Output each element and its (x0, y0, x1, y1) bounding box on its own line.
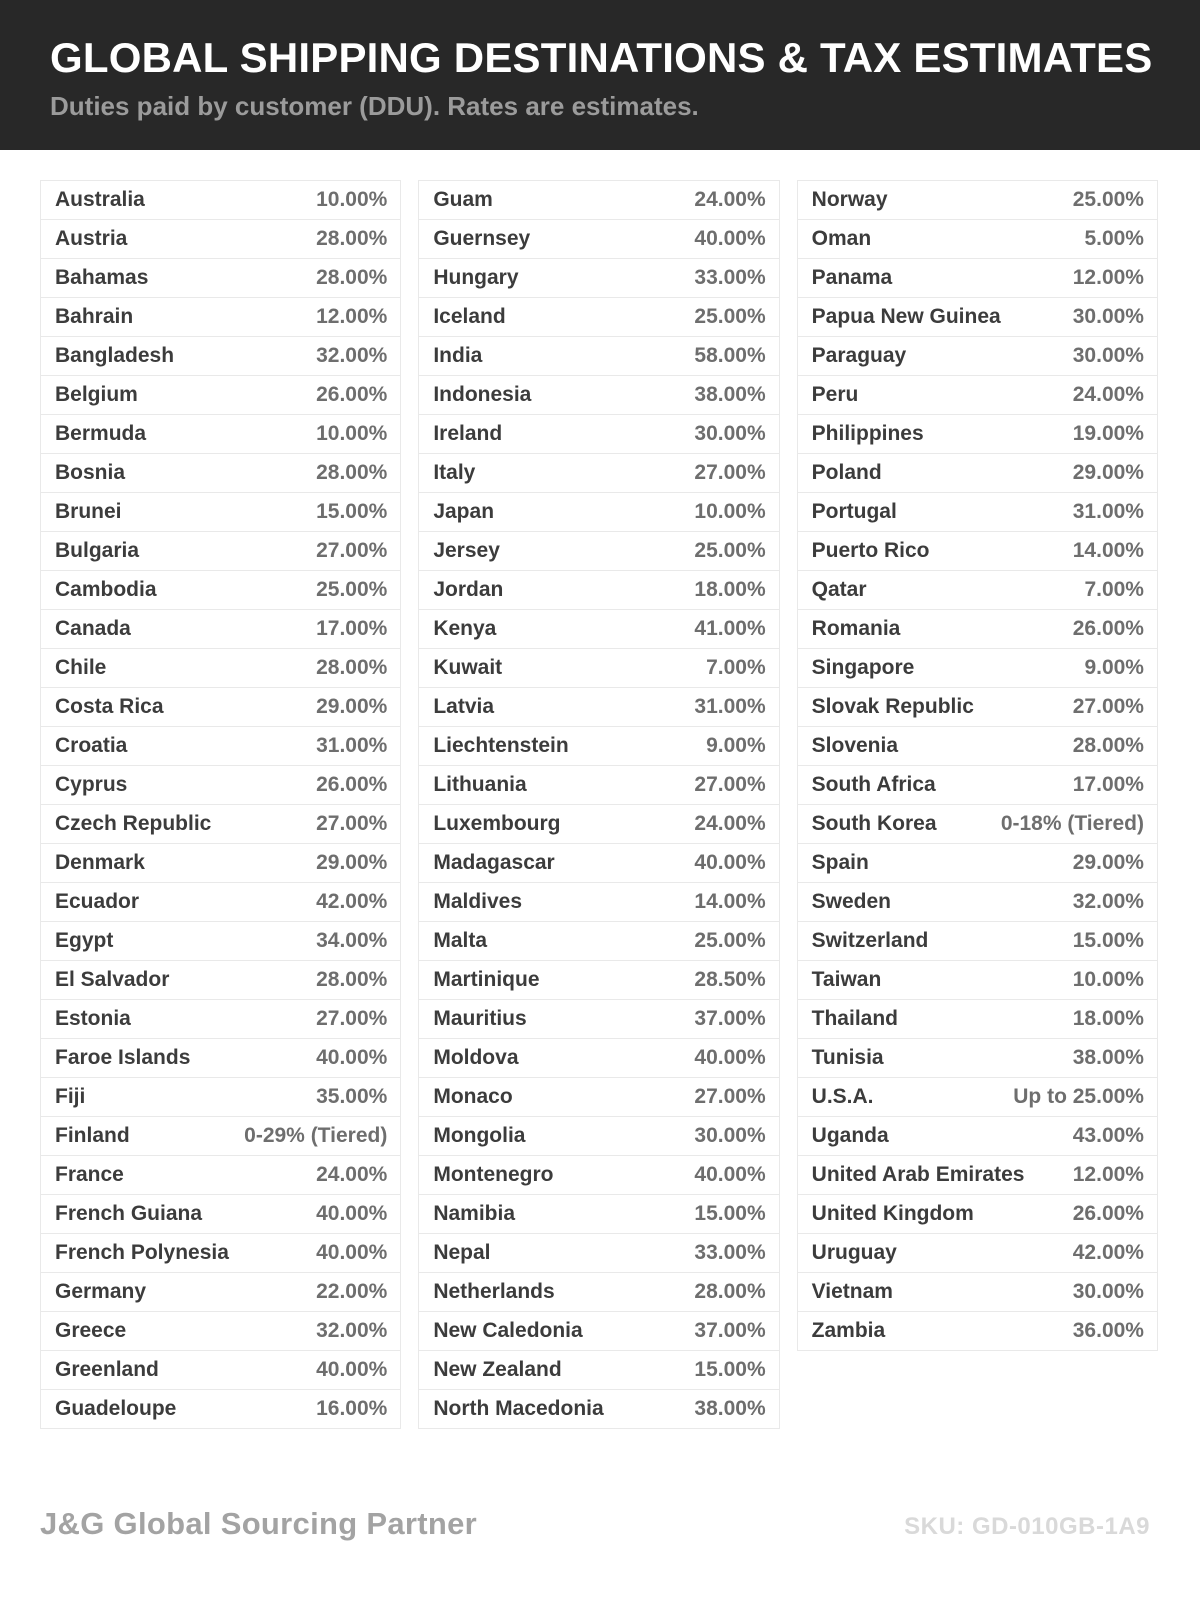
tax-rate: 15.00% (1072, 929, 1144, 952)
country-name: Norway (811, 188, 888, 211)
country-name: Switzerland (811, 929, 929, 952)
tax-rate: 12.00% (316, 305, 388, 328)
table-row (418, 375, 779, 415)
tax-rate: 37.00% (694, 1007, 766, 1030)
tax-rate: 15.00% (694, 1358, 766, 1381)
table-row (40, 180, 401, 220)
country-name: Italy (433, 461, 476, 484)
page-footer (40, 1506, 1150, 1542)
tax-rate: 18.00% (1072, 1007, 1144, 1030)
tax-rate: 25.00% (1072, 188, 1144, 211)
country-name: Hungary (433, 266, 519, 289)
table-row (797, 1116, 1158, 1156)
tax-rate: 58.00% (694, 344, 766, 367)
country-name: Philippines (811, 422, 924, 445)
table-row (418, 453, 779, 493)
country-name: French Polynesia (55, 1241, 229, 1264)
tax-rate: Up to 25.00% (1013, 1085, 1144, 1108)
tax-rate: 12.00% (1072, 1163, 1144, 1186)
table-row (797, 921, 1158, 961)
country-name: Guernsey (433, 227, 531, 250)
table-row (797, 648, 1158, 688)
table-row (418, 336, 779, 376)
table-row (40, 609, 401, 649)
tax-rate: 28.00% (316, 656, 388, 679)
country-name: Qatar (811, 578, 867, 601)
country-name: Spain (811, 851, 869, 874)
table-column-1 (40, 180, 401, 1428)
table-row (418, 999, 779, 1039)
tax-rate: 12.00% (1072, 266, 1144, 289)
country-name: Japan (433, 500, 495, 523)
country-name: Malta (433, 929, 488, 952)
country-name: Lithuania (433, 773, 527, 796)
tax-rate: 28.00% (694, 1280, 766, 1303)
table-row (418, 687, 779, 727)
country-name: Guam (433, 188, 493, 211)
table-row (418, 492, 779, 532)
table-row (40, 375, 401, 415)
tax-rate: 40.00% (694, 227, 766, 250)
country-name: Cambodia (55, 578, 157, 601)
country-name: Canada (55, 617, 131, 640)
table-row (418, 648, 779, 688)
tax-rate: 40.00% (316, 1046, 388, 1069)
table-row (418, 726, 779, 766)
table-row (418, 921, 779, 961)
tax-rate: 25.00% (694, 929, 766, 952)
tax-rate: 40.00% (316, 1358, 388, 1381)
tax-rate: 0-29% (Tiered) (244, 1124, 388, 1147)
country-name: Sweden (811, 890, 892, 913)
table-row (40, 1116, 401, 1156)
table-row (797, 1233, 1158, 1273)
tax-rate: 24.00% (694, 188, 766, 211)
country-name: Thailand (811, 1007, 898, 1030)
country-name: Romania (811, 617, 901, 640)
tax-rate: 10.00% (1072, 968, 1144, 991)
tax-rate: 26.00% (316, 383, 388, 406)
table-row (40, 453, 401, 493)
country-name: Singapore (811, 656, 915, 679)
tax-rate: 27.00% (1072, 695, 1144, 718)
table-row (418, 765, 779, 805)
country-name: Bangladesh (55, 344, 175, 367)
tax-rate: 0-18% (Tiered) (1000, 812, 1144, 835)
table-row (40, 414, 401, 454)
tax-rate: 40.00% (694, 1046, 766, 1069)
country-name: Ireland (433, 422, 503, 445)
tax-rate: 15.00% (694, 1202, 766, 1225)
tax-rate: 14.00% (1072, 539, 1144, 562)
tax-rate: 29.00% (316, 851, 388, 874)
country-name: Mongolia (433, 1124, 526, 1147)
table-row (40, 1389, 401, 1429)
table-row (418, 1194, 779, 1234)
country-name: French Guiana (55, 1202, 203, 1225)
tax-rate: 36.00% (1072, 1319, 1144, 1342)
tax-rate: 32.00% (316, 344, 388, 367)
table-row (418, 414, 779, 454)
table-row (797, 843, 1158, 883)
tax-rate: 27.00% (694, 1085, 766, 1108)
country-name: New Caledonia (433, 1319, 583, 1342)
tax-rate: 19.00% (1072, 422, 1144, 445)
tax-rate: 25.00% (694, 539, 766, 562)
table-row (40, 531, 401, 571)
tax-rate: 43.00% (1072, 1124, 1144, 1147)
country-name: Vietnam (811, 1280, 893, 1303)
table-row (40, 1350, 401, 1390)
tax-rate: 30.00% (1072, 305, 1144, 328)
tax-rate: 30.00% (1072, 344, 1144, 367)
table-row (418, 258, 779, 298)
tax-rate-tables (40, 180, 1158, 1428)
country-name: North Macedonia (433, 1397, 604, 1420)
table-row (40, 687, 401, 727)
table-row (40, 726, 401, 766)
table-row (797, 453, 1158, 493)
table-row (418, 609, 779, 649)
brand-name: J&G Global Sourcing Partner (40, 1506, 478, 1541)
country-name: Mauritius (433, 1007, 527, 1030)
page-title: GLOBAL SHIPPING DESTINATIONS & TAX ESTIMATES (50, 34, 1153, 81)
table-row (797, 1077, 1158, 1117)
tax-rate: 28.00% (316, 461, 388, 484)
tax-rate: 17.00% (1072, 773, 1144, 796)
country-name: France (55, 1163, 124, 1186)
country-name: Denmark (55, 851, 145, 874)
table-row (418, 180, 779, 220)
country-name: Oman (811, 227, 872, 250)
country-name: Bahamas (55, 266, 149, 289)
table-row (40, 999, 401, 1039)
table-row (797, 258, 1158, 298)
country-name: Peru (811, 383, 859, 406)
tax-rate: 29.00% (1072, 461, 1144, 484)
tax-rate: 33.00% (694, 266, 766, 289)
tax-rate: 17.00% (316, 617, 388, 640)
country-name: South Korea (811, 812, 937, 835)
tax-rate: 7.00% (706, 656, 766, 679)
country-name: Slovenia (811, 734, 899, 757)
country-name: Montenegro (433, 1163, 554, 1186)
table-row (797, 570, 1158, 610)
tax-rate: 14.00% (694, 890, 766, 913)
tax-rate: 10.00% (316, 188, 388, 211)
table-row (40, 960, 401, 1000)
tax-rate: 10.00% (694, 500, 766, 523)
tax-rate: 27.00% (316, 812, 388, 835)
tax-rate: 42.00% (1072, 1241, 1144, 1264)
country-name: Bulgaria (55, 539, 140, 562)
table-row (418, 1272, 779, 1312)
country-name: Austria (55, 227, 128, 250)
tax-rate: 5.00% (1084, 227, 1144, 250)
table-row (418, 1077, 779, 1117)
tax-rate: 31.00% (1072, 500, 1144, 523)
table-row (797, 1194, 1158, 1234)
country-name: United Arab Emirates (811, 1163, 1025, 1186)
table-row (40, 1272, 401, 1312)
country-name: Guadeloupe (55, 1397, 177, 1420)
country-name: Namibia (433, 1202, 516, 1225)
table-row (40, 336, 401, 376)
country-name: Portugal (811, 500, 897, 523)
tax-rate: 15.00% (316, 500, 388, 523)
table-row (797, 180, 1158, 220)
tax-rate: 40.00% (316, 1202, 388, 1225)
sku-label: SKU: GD-010GB-1A9 (904, 1513, 1150, 1540)
country-name: Czech Republic (55, 812, 212, 835)
country-name: Iceland (433, 305, 506, 328)
country-name: Jordan (433, 578, 504, 601)
tax-rate: 24.00% (694, 812, 766, 835)
country-name: South Africa (811, 773, 936, 796)
tax-rate: 38.00% (694, 383, 766, 406)
tax-rate: 26.00% (316, 773, 388, 796)
table-row (418, 804, 779, 844)
country-name: Bermuda (55, 422, 147, 445)
table-row (797, 999, 1158, 1039)
tax-rate: 26.00% (1072, 617, 1144, 640)
country-name: India (433, 344, 483, 367)
table-row (797, 609, 1158, 649)
tax-rate: 28.50% (694, 968, 766, 991)
country-name: Greenland (55, 1358, 159, 1381)
country-name: Paraguay (811, 344, 907, 367)
table-row (797, 492, 1158, 532)
table-row (40, 804, 401, 844)
country-name: Nepal (433, 1241, 491, 1264)
tax-rate: 7.00% (1084, 578, 1144, 601)
country-name: Kenya (433, 617, 497, 640)
country-name: Fiji (55, 1085, 86, 1108)
tax-rate: 38.00% (694, 1397, 766, 1420)
table-row (40, 219, 401, 259)
tax-rate: 24.00% (316, 1163, 388, 1186)
table-row (40, 1038, 401, 1078)
tax-rate: 40.00% (316, 1241, 388, 1264)
tax-rate: 29.00% (316, 695, 388, 718)
tax-rate: 40.00% (694, 1163, 766, 1186)
table-row (418, 960, 779, 1000)
table-row (40, 648, 401, 688)
table-column-2 (418, 180, 779, 1428)
tax-rate: 38.00% (1072, 1046, 1144, 1069)
tax-rate: 27.00% (694, 461, 766, 484)
table-row (797, 531, 1158, 571)
table-row (418, 1116, 779, 1156)
table-row (418, 1155, 779, 1195)
table-row (418, 1311, 779, 1351)
country-name: Bosnia (55, 461, 126, 484)
tax-rate: 41.00% (694, 617, 766, 640)
table-row (797, 765, 1158, 805)
country-name: Cyprus (55, 773, 128, 796)
country-name: El Salvador (55, 968, 170, 991)
table-row (797, 1155, 1158, 1195)
table-row (40, 570, 401, 610)
country-name: Ecuador (55, 890, 140, 913)
country-name: Taiwan (811, 968, 882, 991)
tax-rate: 28.00% (316, 227, 388, 250)
tax-rate: 37.00% (694, 1319, 766, 1342)
tax-rate: 26.00% (1072, 1202, 1144, 1225)
country-name: Jersey (433, 539, 500, 562)
tax-rate: 16.00% (316, 1397, 388, 1420)
country-name: Australia (55, 188, 145, 211)
tax-rate: 10.00% (316, 422, 388, 445)
country-name: Zambia (811, 1319, 886, 1342)
table-row (797, 297, 1158, 337)
tax-rate: 18.00% (694, 578, 766, 601)
tax-rate: 33.00% (694, 1241, 766, 1264)
country-name: Estonia (55, 1007, 131, 1030)
table-row (418, 297, 779, 337)
tax-rate: 35.00% (316, 1085, 388, 1108)
country-name: Papua New Guinea (811, 305, 1001, 328)
country-name: U.S.A. (811, 1085, 874, 1108)
country-name: Greece (55, 1319, 127, 1342)
page-header (0, 0, 1200, 150)
table-row (418, 1038, 779, 1078)
table-row (797, 219, 1158, 259)
table-column-3 (797, 180, 1158, 1350)
table-row (40, 921, 401, 961)
table-row (40, 258, 401, 298)
country-name: Maldives (433, 890, 523, 913)
tax-rate: 27.00% (316, 1007, 388, 1030)
table-row (797, 726, 1158, 766)
table-row (797, 1311, 1158, 1351)
country-name: Latvia (433, 695, 495, 718)
tax-rate: 32.00% (1072, 890, 1144, 913)
tax-rate: 40.00% (694, 851, 766, 874)
table-row (40, 882, 401, 922)
tax-rate: 27.00% (316, 539, 388, 562)
table-row (418, 1233, 779, 1273)
table-row (797, 336, 1158, 376)
table-row (40, 492, 401, 532)
country-name: Finland (55, 1124, 130, 1147)
country-name: Uganda (811, 1124, 889, 1147)
country-name: Poland (811, 461, 882, 484)
country-name: Kuwait (433, 656, 503, 679)
table-row (418, 1350, 779, 1390)
table-row (40, 843, 401, 883)
table-row (40, 1233, 401, 1273)
table-row (40, 765, 401, 805)
tax-rate: 31.00% (316, 734, 388, 757)
country-name: Faroe Islands (55, 1046, 191, 1069)
table-row (797, 1038, 1158, 1078)
table-row (418, 882, 779, 922)
table-row (797, 804, 1158, 844)
country-name: United Kingdom (811, 1202, 974, 1225)
table-row (797, 960, 1158, 1000)
country-name: Tunisia (811, 1046, 884, 1069)
table-row (797, 414, 1158, 454)
table-row (418, 843, 779, 883)
country-name: Croatia (55, 734, 128, 757)
tax-rate: 31.00% (694, 695, 766, 718)
table-row (40, 297, 401, 337)
table-row (418, 219, 779, 259)
country-name: Monaco (433, 1085, 513, 1108)
tax-rate: 30.00% (1072, 1280, 1144, 1303)
country-name: Netherlands (433, 1280, 555, 1303)
tax-rate: 25.00% (694, 305, 766, 328)
country-name: Indonesia (433, 383, 532, 406)
tax-rate: 30.00% (694, 1124, 766, 1147)
country-name: Belgium (55, 383, 138, 406)
tax-rate: 22.00% (316, 1280, 388, 1303)
table-row (40, 1311, 401, 1351)
table-row (418, 531, 779, 571)
table-row (418, 570, 779, 610)
tax-rate: 27.00% (694, 773, 766, 796)
country-name: Panama (811, 266, 893, 289)
tax-rate: 28.00% (316, 266, 388, 289)
page-subtitle: Duties paid by customer (DDU). Rates are estimates. (50, 91, 699, 122)
table-row (797, 882, 1158, 922)
tax-rate: 30.00% (694, 422, 766, 445)
country-name: New Zealand (433, 1358, 562, 1381)
country-name: Liechtenstein (433, 734, 569, 757)
tax-rate: 32.00% (316, 1319, 388, 1342)
country-name: Egypt (55, 929, 114, 952)
country-name: Slovak Republic (811, 695, 974, 718)
country-name: Puerto Rico (811, 539, 930, 562)
country-name: Martinique (433, 968, 540, 991)
tax-rate: 28.00% (316, 968, 388, 991)
country-name: Moldova (433, 1046, 519, 1069)
table-row (40, 1194, 401, 1234)
country-name: Costa Rica (55, 695, 164, 718)
country-name: Luxembourg (433, 812, 561, 835)
table-row (797, 687, 1158, 727)
table-row (418, 1389, 779, 1429)
table-row (40, 1077, 401, 1117)
country-name: Germany (55, 1280, 147, 1303)
tax-rate: 24.00% (1072, 383, 1144, 406)
tax-rate: 25.00% (316, 578, 388, 601)
tax-rate: 34.00% (316, 929, 388, 952)
table-row (797, 375, 1158, 415)
country-name: Brunei (55, 500, 122, 523)
table-row (40, 1155, 401, 1195)
tax-rate: 9.00% (706, 734, 766, 757)
tax-rate: 28.00% (1072, 734, 1144, 757)
country-name: Uruguay (811, 1241, 897, 1264)
tax-rate: 9.00% (1084, 656, 1144, 679)
table-row (797, 1272, 1158, 1312)
country-name: Madagascar (433, 851, 555, 874)
tax-rate: 29.00% (1072, 851, 1144, 874)
country-name: Bahrain (55, 305, 134, 328)
tax-rate: 42.00% (316, 890, 388, 913)
country-name: Chile (55, 656, 107, 679)
